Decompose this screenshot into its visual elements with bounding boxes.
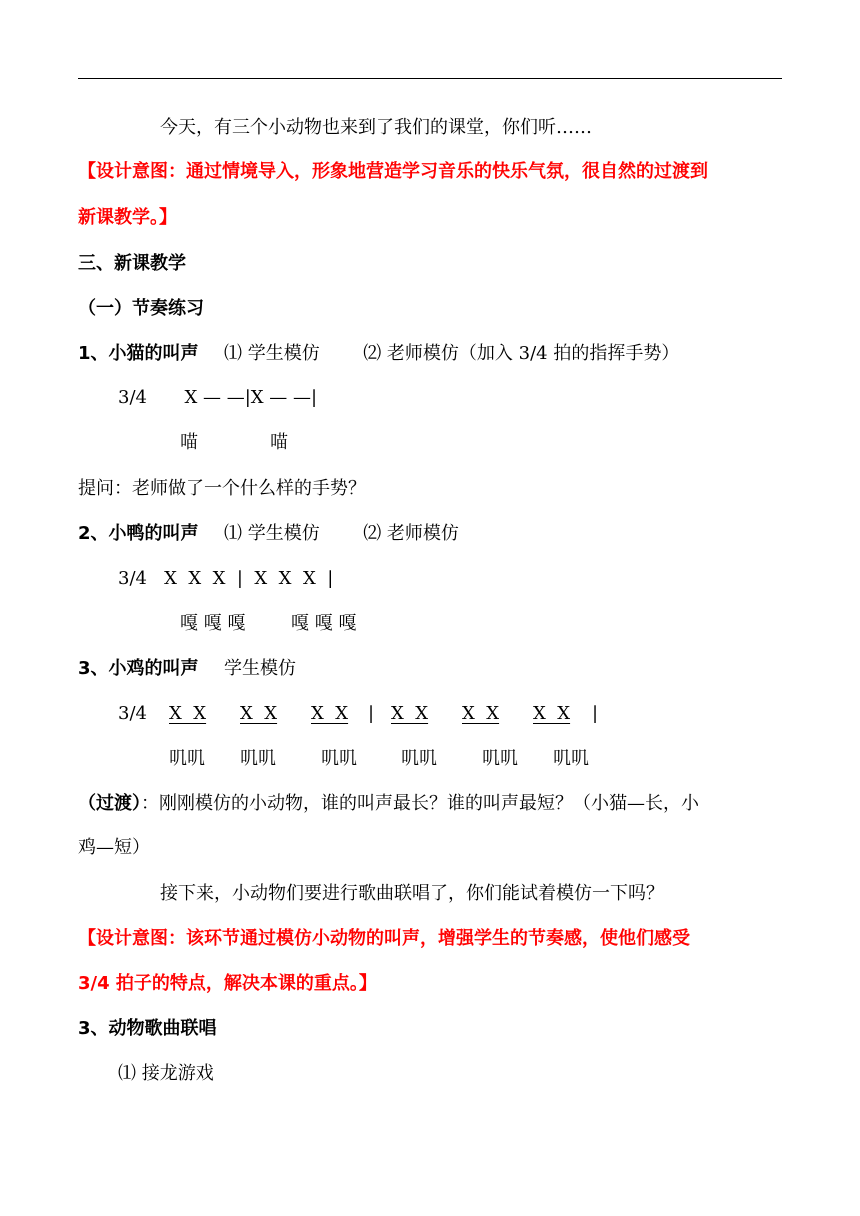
cat-rhythm-row [118, 386, 317, 410]
duck-meter: 3/4 [118, 568, 147, 589]
chick-sound-3: 叽叽 [321, 748, 357, 769]
chick-group-3: X X [311, 703, 349, 724]
cat-meter: 3/4 [118, 387, 147, 408]
chick-group-5: X X [462, 703, 500, 724]
chick-group-1: X X [169, 703, 207, 724]
header-rule [78, 78, 782, 79]
cat-exercise [78, 342, 679, 366]
duck-title: 2、小鸭的叫声 [78, 523, 199, 544]
chick-group-6: X X [533, 703, 571, 724]
duck-rhythm: X X X | X X X | [164, 568, 334, 589]
duck-sounds-2: 嘎 嘎 嘎 [291, 613, 357, 634]
medley-title: 3、动物歌曲联唱 [78, 1018, 217, 1039]
chick-sound-6: 叽叽 [553, 748, 589, 769]
chick-title: 3、小鸡的叫声 [78, 658, 199, 679]
cat-sound-1: 喵 [180, 432, 198, 453]
chick-sound-4: 叽叽 [401, 748, 437, 769]
transition-text: ：刚刚模仿的小动物，谁的叫声最长？谁的叫声最短？（小猫—长，小 [141, 793, 699, 814]
chick-option-1: 学生模仿 [224, 658, 296, 679]
chick-exercise [78, 657, 296, 681]
duck-option-1: ⑴ 学生模仿 [224, 523, 320, 544]
cat-option-1: ⑴ 学生模仿 [224, 343, 320, 364]
cat-sound-2: 喵 [270, 432, 288, 453]
chick-barline-2: | [592, 703, 599, 724]
question-line: 提问：老师做了一个什么样的手势？ [78, 478, 366, 499]
transition-line-1 [78, 792, 699, 816]
chick-group-2: X X [240, 703, 278, 724]
chick-sound-5: 叽叽 [482, 748, 518, 769]
chick-sound-1: 叽叽 [169, 748, 205, 769]
design-intent-2-line-1: 【设计意图：该环节通过模仿小动物的叫声，增强学生的节奏感，使他们感受 [78, 928, 690, 949]
next-paragraph: 接下来，小动物们要进行歌曲联唱了，你们能试着模仿一下吗？ [160, 883, 664, 904]
duck-rhythm-row [118, 567, 333, 591]
chick-sound-2: 叽叽 [240, 748, 276, 769]
design-intent-1-line-2: 新课教学。】 [78, 207, 177, 228]
duck-option-2: ⑵ 老师模仿 [363, 523, 459, 544]
chick-rhythm-row [0, 702, 860, 726]
relay-game-item: ⑴ 接龙游戏 [118, 1063, 214, 1084]
cat-rhythm: X — —|X — —| [184, 387, 318, 408]
subsection-title-rhythm: （一）节奏练习 [78, 298, 204, 319]
cat-option-2: ⑵ 老师模仿（加入 3/4 拍的指挥手势） [363, 343, 680, 364]
section-title-new-lesson: 三、新课教学 [78, 253, 186, 274]
chick-group-4: X X [391, 703, 429, 724]
duck-sounds-1: 嘎 嘎 嘎 [180, 613, 246, 634]
chick-meter: 3/4 [118, 703, 147, 724]
cat-title: 1、小猫的叫声 [78, 343, 199, 364]
transition-line-2: 鸡—短） [78, 837, 150, 858]
chick-sounds-row [0, 747, 860, 771]
duck-exercise [78, 522, 459, 546]
design-intent-2-line-2: 3/4 拍子的特点，解决本课的重点。】 [78, 973, 377, 994]
design-intent-1-line-1: 【设计意图：通过情境导入，形象地营造学习音乐的快乐气氛，很自然的过渡到 [78, 161, 708, 182]
intro-paragraph: 今天，有三个小动物也来到了我们的课堂，你们听…… [160, 117, 592, 138]
chick-barline-1: | [368, 703, 375, 724]
transition-label: （过渡） [78, 793, 141, 814]
